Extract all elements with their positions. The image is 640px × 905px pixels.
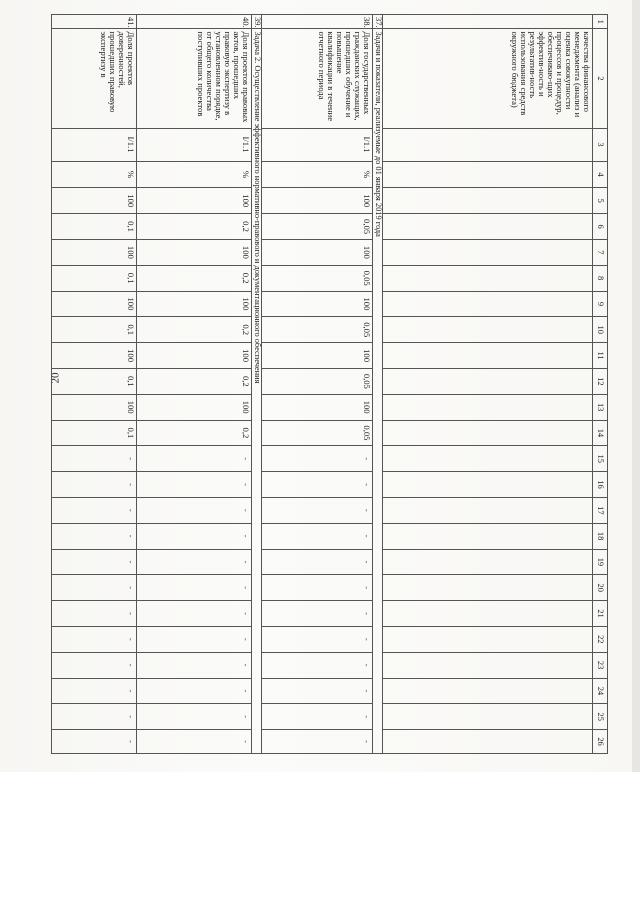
empty-cell <box>383 472 593 498</box>
unit-cell: % <box>262 161 373 188</box>
value-cell: 100 <box>52 291 137 317</box>
empty-cell <box>383 549 593 575</box>
empty-cell <box>383 497 593 523</box>
col-header: 20 <box>593 575 608 601</box>
value-cell: 100 <box>137 188 252 214</box>
indicator-name: Доля проектов доверенностей, прошедших правовую экспертизу в <box>52 29 137 128</box>
indicator-code: I/1.1 <box>262 128 373 161</box>
empty-cell <box>383 704 593 730</box>
value-cell: 0,05 <box>262 214 373 240</box>
value-cell: - <box>52 472 137 498</box>
value-cell: - <box>52 678 137 704</box>
col-header: 6 <box>593 214 608 240</box>
value-cell: 0,1 <box>52 420 137 446</box>
col-header: 23 <box>593 652 608 678</box>
value-cell: 100 <box>137 291 252 317</box>
col-header: 11 <box>593 343 608 369</box>
value-cell: 100 <box>262 239 373 265</box>
empty-cell <box>383 239 593 265</box>
value-cell: - <box>137 575 252 601</box>
col-header: 14 <box>593 420 608 446</box>
section-row-39 <box>252 15 262 754</box>
empty-cell <box>383 265 593 291</box>
value-cell: - <box>52 523 137 549</box>
indicators-table <box>51 14 608 754</box>
value-cell: - <box>137 678 252 704</box>
value-cell: - <box>137 497 252 523</box>
value-cell: 0,1 <box>52 265 137 291</box>
empty-cell <box>383 188 593 214</box>
row-number: 39. <box>252 15 262 29</box>
col-header: 22 <box>593 626 608 652</box>
value-cell: 100 <box>262 394 373 420</box>
value-cell: 100 <box>262 343 373 369</box>
value-cell: - <box>262 704 373 730</box>
value-cell: 0,2 <box>137 214 252 240</box>
table-row-continuation <box>383 15 593 754</box>
value-cell: - <box>262 730 373 754</box>
value-cell: - <box>262 497 373 523</box>
row-number <box>383 15 593 29</box>
value-cell: 0,2 <box>137 420 252 446</box>
empty-cell <box>383 730 593 754</box>
value-cell: 0,05 <box>262 317 373 343</box>
value-cell: 100 <box>137 394 252 420</box>
col-header: 1 <box>593 15 608 29</box>
empty-cell <box>383 317 593 343</box>
empty-cell <box>383 446 593 472</box>
value-cell: 100 <box>52 343 137 369</box>
unit-cell: % <box>137 161 252 188</box>
value-cell: - <box>262 678 373 704</box>
empty-cell <box>383 652 593 678</box>
value-cell: - <box>52 446 137 472</box>
col-header: 5 <box>593 188 608 214</box>
value-cell: - <box>262 472 373 498</box>
value-cell: - <box>137 446 252 472</box>
table-row-38 <box>262 15 373 754</box>
empty-cell <box>383 601 593 627</box>
col-header: 15 <box>593 446 608 472</box>
col-header: 26 <box>593 730 608 754</box>
value-cell: - <box>137 730 252 754</box>
col-header: 19 <box>593 549 608 575</box>
page-number: 20 <box>49 372 62 384</box>
value-cell: - <box>262 652 373 678</box>
col-header: 4 <box>593 161 608 188</box>
col-header: 9 <box>593 291 608 317</box>
value-cell: 0,05 <box>262 420 373 446</box>
section-row-37 <box>373 15 383 754</box>
value-cell: - <box>52 575 137 601</box>
value-cell: - <box>262 601 373 627</box>
col-header: 13 <box>593 394 608 420</box>
value-cell: - <box>52 549 137 575</box>
value-cell: - <box>262 523 373 549</box>
empty-cell <box>383 368 593 394</box>
value-cell: 0,2 <box>137 317 252 343</box>
value-cell: 0,1 <box>52 368 137 394</box>
col-header: 8 <box>593 265 608 291</box>
value-cell: - <box>52 652 137 678</box>
rotated-table-wrapper <box>98 14 608 754</box>
value-cell: 100 <box>52 188 137 214</box>
empty-cell <box>383 523 593 549</box>
empty-cell <box>383 214 593 240</box>
value-cell: - <box>137 652 252 678</box>
value-cell: - <box>262 446 373 472</box>
value-cell: - <box>52 704 137 730</box>
unit-cell: % <box>52 161 137 188</box>
value-cell: 100 <box>137 239 252 265</box>
value-cell: - <box>262 626 373 652</box>
empty-cell <box>383 128 593 161</box>
row-number: 41. <box>52 15 137 29</box>
value-cell: - <box>52 497 137 523</box>
col-header: 2 <box>593 29 608 128</box>
value-cell: - <box>52 601 137 627</box>
value-cell: 100 <box>52 239 137 265</box>
value-cell: 0,05 <box>262 368 373 394</box>
empty-cell <box>383 420 593 446</box>
empty-cell <box>383 291 593 317</box>
col-header: 10 <box>593 317 608 343</box>
value-cell: 100 <box>262 188 373 214</box>
row-number: 38. <box>262 15 373 29</box>
value-cell: 0,05 <box>262 265 373 291</box>
table-row-41 <box>52 15 137 754</box>
col-header: 16 <box>593 472 608 498</box>
table-row-40 <box>137 15 252 754</box>
col-header: 18 <box>593 523 608 549</box>
value-cell: - <box>52 626 137 652</box>
row-number: 37. <box>373 15 383 29</box>
col-header: 24 <box>593 678 608 704</box>
col-header: 21 <box>593 601 608 627</box>
value-cell: - <box>137 549 252 575</box>
value-cell: 0,1 <box>52 214 137 240</box>
section-title: Задача 2. Осуществление эффективного нормативно-правового и документационного обеспечения <box>252 29 262 754</box>
col-header: 12 <box>593 368 608 394</box>
col-header: 17 <box>593 497 608 523</box>
value-cell: - <box>137 601 252 627</box>
value-cell: 100 <box>52 394 137 420</box>
empty-cell <box>383 575 593 601</box>
indicator-name: качества финансового менеджмента (анализ и оценка совокупности процессов и процедур, обеспечиваю-щих эффектив-ность и результатив-ность использования средств окружного бюджета) <box>383 29 593 128</box>
value-cell: 100 <box>262 291 373 317</box>
empty-cell <box>383 626 593 652</box>
indicator-code: I/1.1 <box>137 128 252 161</box>
empty-cell <box>383 678 593 704</box>
value-cell: - <box>137 523 252 549</box>
value-cell: - <box>137 704 252 730</box>
indicator-name: Доля проектов правовых актов, прошедших правовую экспертизу в установленном порядке, от общего количества поступивших проектов <box>137 29 252 128</box>
indicator-code: I/1.1 <box>52 128 137 161</box>
column-number-row <box>593 15 608 754</box>
empty-cell <box>383 161 593 188</box>
row-number: 40. <box>137 15 252 29</box>
value-cell: - <box>137 626 252 652</box>
indicator-name: Доля государственных гражданских служащих, прошедших обучение и повышение квалификации в течение отчетного периода <box>262 29 373 128</box>
col-header: 7 <box>593 239 608 265</box>
blank-bottom-area <box>0 772 640 905</box>
col-header: 25 <box>593 704 608 730</box>
value-cell: - <box>262 575 373 601</box>
value-cell: 0,1 <box>52 317 137 343</box>
value-cell: 0,2 <box>137 368 252 394</box>
empty-cell <box>383 343 593 369</box>
value-cell: - <box>137 472 252 498</box>
value-cell: 0,2 <box>137 265 252 291</box>
value-cell: 100 <box>137 343 252 369</box>
value-cell: - <box>262 549 373 575</box>
col-header: 3 <box>593 128 608 161</box>
value-cell: - <box>52 730 137 754</box>
section-title: Задачи и показатели, реализуемые до 01 января 2019 года <box>373 29 383 754</box>
scan-edge-shadow <box>632 0 640 775</box>
empty-cell <box>383 394 593 420</box>
